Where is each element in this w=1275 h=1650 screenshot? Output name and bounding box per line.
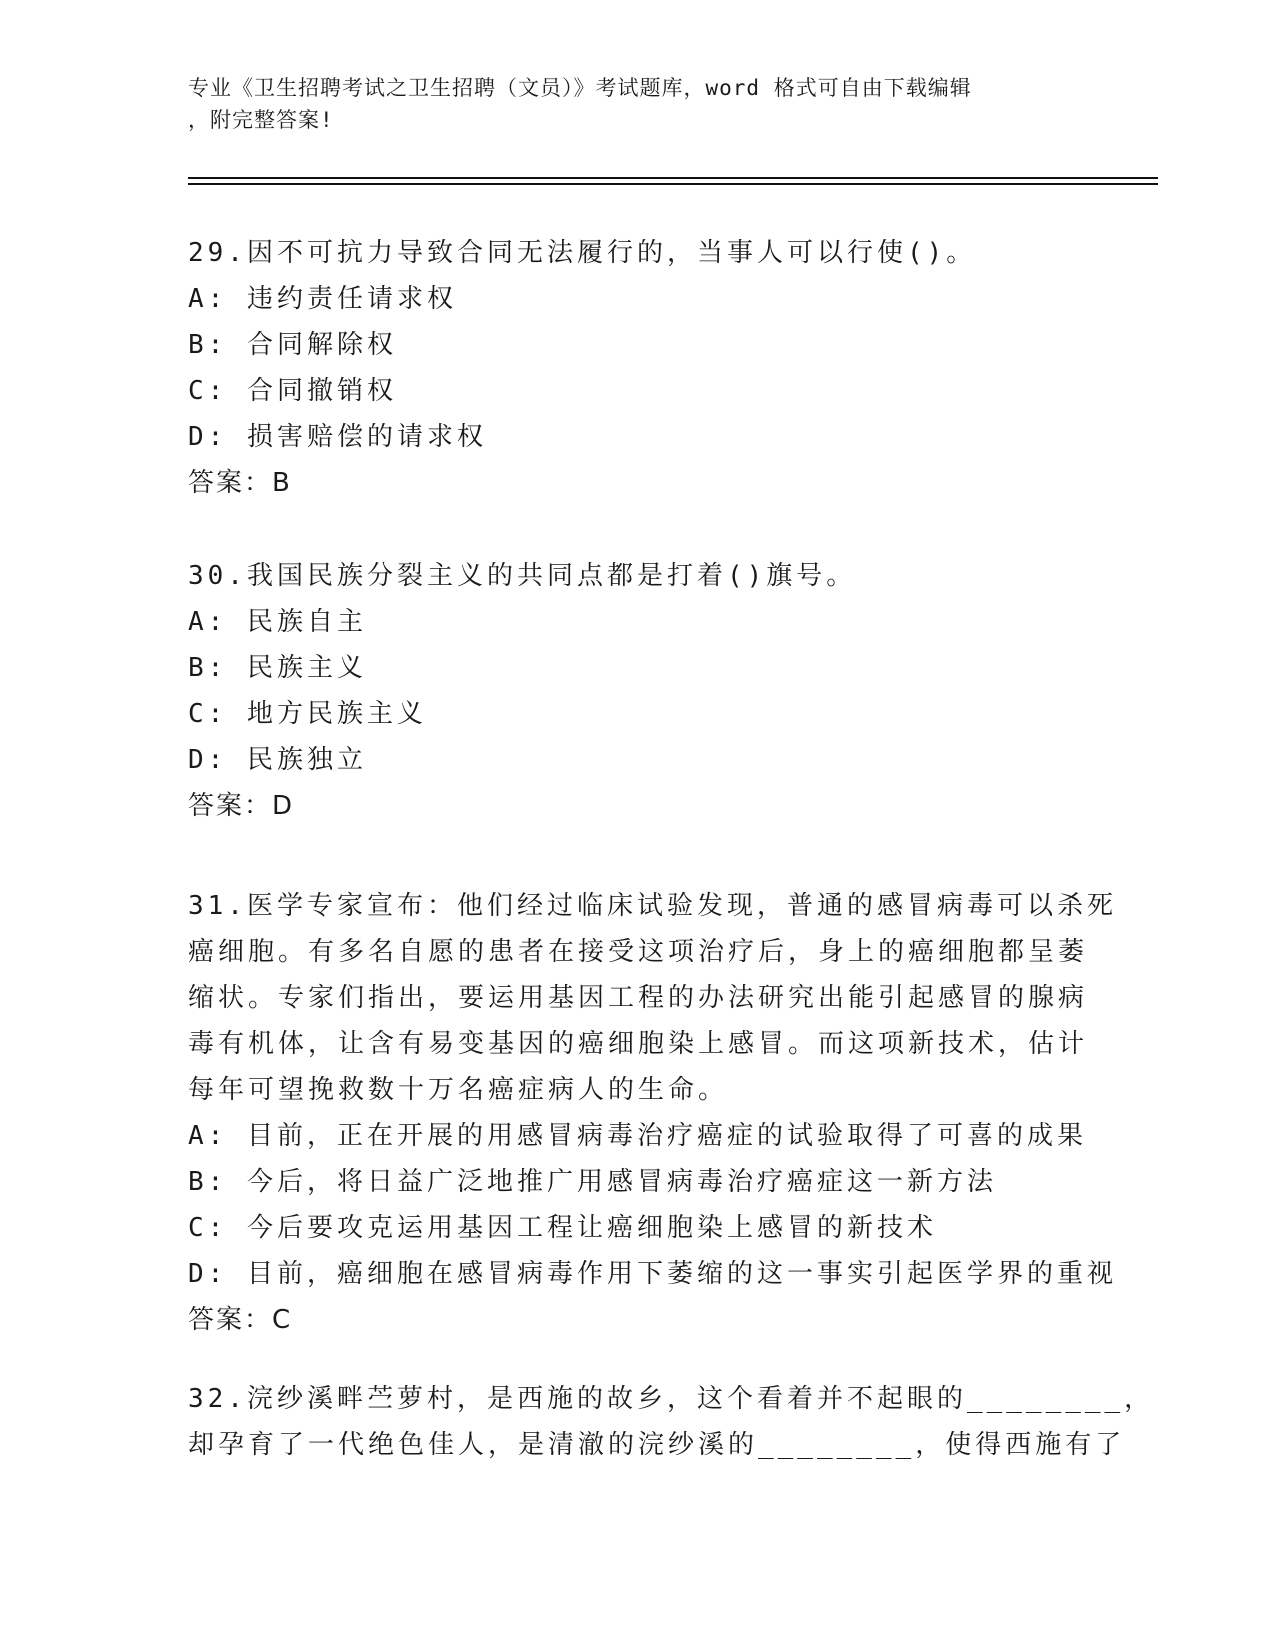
question-29 bbox=[188, 230, 1088, 506]
question-stem: 29.因不可抗力导致合同无法履行的，当事人可以行使()。 bbox=[188, 238, 977, 268]
question-stem-line: 却孕育了一代绝色佳人，是清澈的浣纱溪的________，使得西施有了 bbox=[188, 1430, 1126, 1460]
option-b: B: 民族主义 bbox=[188, 653, 367, 683]
header-divider-bottom bbox=[188, 183, 1158, 185]
question-stem-line: 缩状。专家们指出，要运用基因工程的办法研究出能引起感冒的腺病 bbox=[188, 983, 1089, 1013]
option-a: A: 违约责任请求权 bbox=[188, 284, 457, 314]
answer: 答案：C bbox=[188, 1305, 293, 1335]
question-31 bbox=[188, 883, 1117, 1343]
option-d: D: 目前，癌细胞在感冒病毒作用下萎缩的这一事实引起医学界的重视 bbox=[188, 1259, 1117, 1289]
option-d: D: 损害赔偿的请求权 bbox=[188, 422, 487, 452]
question-stem: 30.我国民族分裂主义的共同点都是打着()旗号。 bbox=[188, 561, 857, 591]
document-header bbox=[188, 72, 1088, 136]
header-divider-top bbox=[188, 177, 1158, 179]
option-b: B: 合同解除权 bbox=[188, 330, 397, 360]
option-c: C: 今后要攻克运用基因工程让癌细胞染上感冒的新技术 bbox=[188, 1213, 937, 1243]
option-c: C: 地方民族主义 bbox=[188, 699, 427, 729]
option-d: D: 民族独立 bbox=[188, 745, 367, 775]
question-stem-line: 每年可望挽救数十万名癌症病人的生命。 bbox=[188, 1075, 729, 1105]
option-c: C: 合同撤销权 bbox=[188, 376, 397, 406]
option-a: A: 目前，正在开展的用感冒病毒治疗癌症的试验取得了可喜的成果 bbox=[188, 1121, 1087, 1151]
question-30 bbox=[188, 553, 1088, 829]
answer: 答案：B bbox=[188, 468, 292, 498]
question-stem-line: 癌细胞。有多名自愿的患者在接受这项治疗后，身上的癌细胞都呈萎 bbox=[188, 937, 1089, 967]
option-b: B: 今后，将日益广泛地推广用感冒病毒治疗癌症这一新方法 bbox=[188, 1167, 997, 1197]
question-stem-line: 31.医学专家宣布：他们经过临床试验发现，普通的感冒病毒可以杀死 bbox=[188, 891, 1117, 921]
question-stem-line: 32.浣纱溪畔苎萝村，是西施的故乡，这个看着并不起眼的________， bbox=[188, 1384, 1155, 1414]
question-stem-line: 毒有机体，让含有易变基因的癌细胞染上感冒。而这项新技术，估计 bbox=[188, 1029, 1089, 1059]
option-a: A: 民族自主 bbox=[188, 607, 367, 637]
header-line-2: ，附完整答案! bbox=[188, 108, 334, 132]
header-line-1: 专业《卫生招聘考试之卫生招聘（文员）》考试题库，word 格式可自由下载编辑 bbox=[188, 76, 972, 100]
question-32 bbox=[188, 1376, 1155, 1468]
answer: 答案：D bbox=[188, 791, 295, 821]
